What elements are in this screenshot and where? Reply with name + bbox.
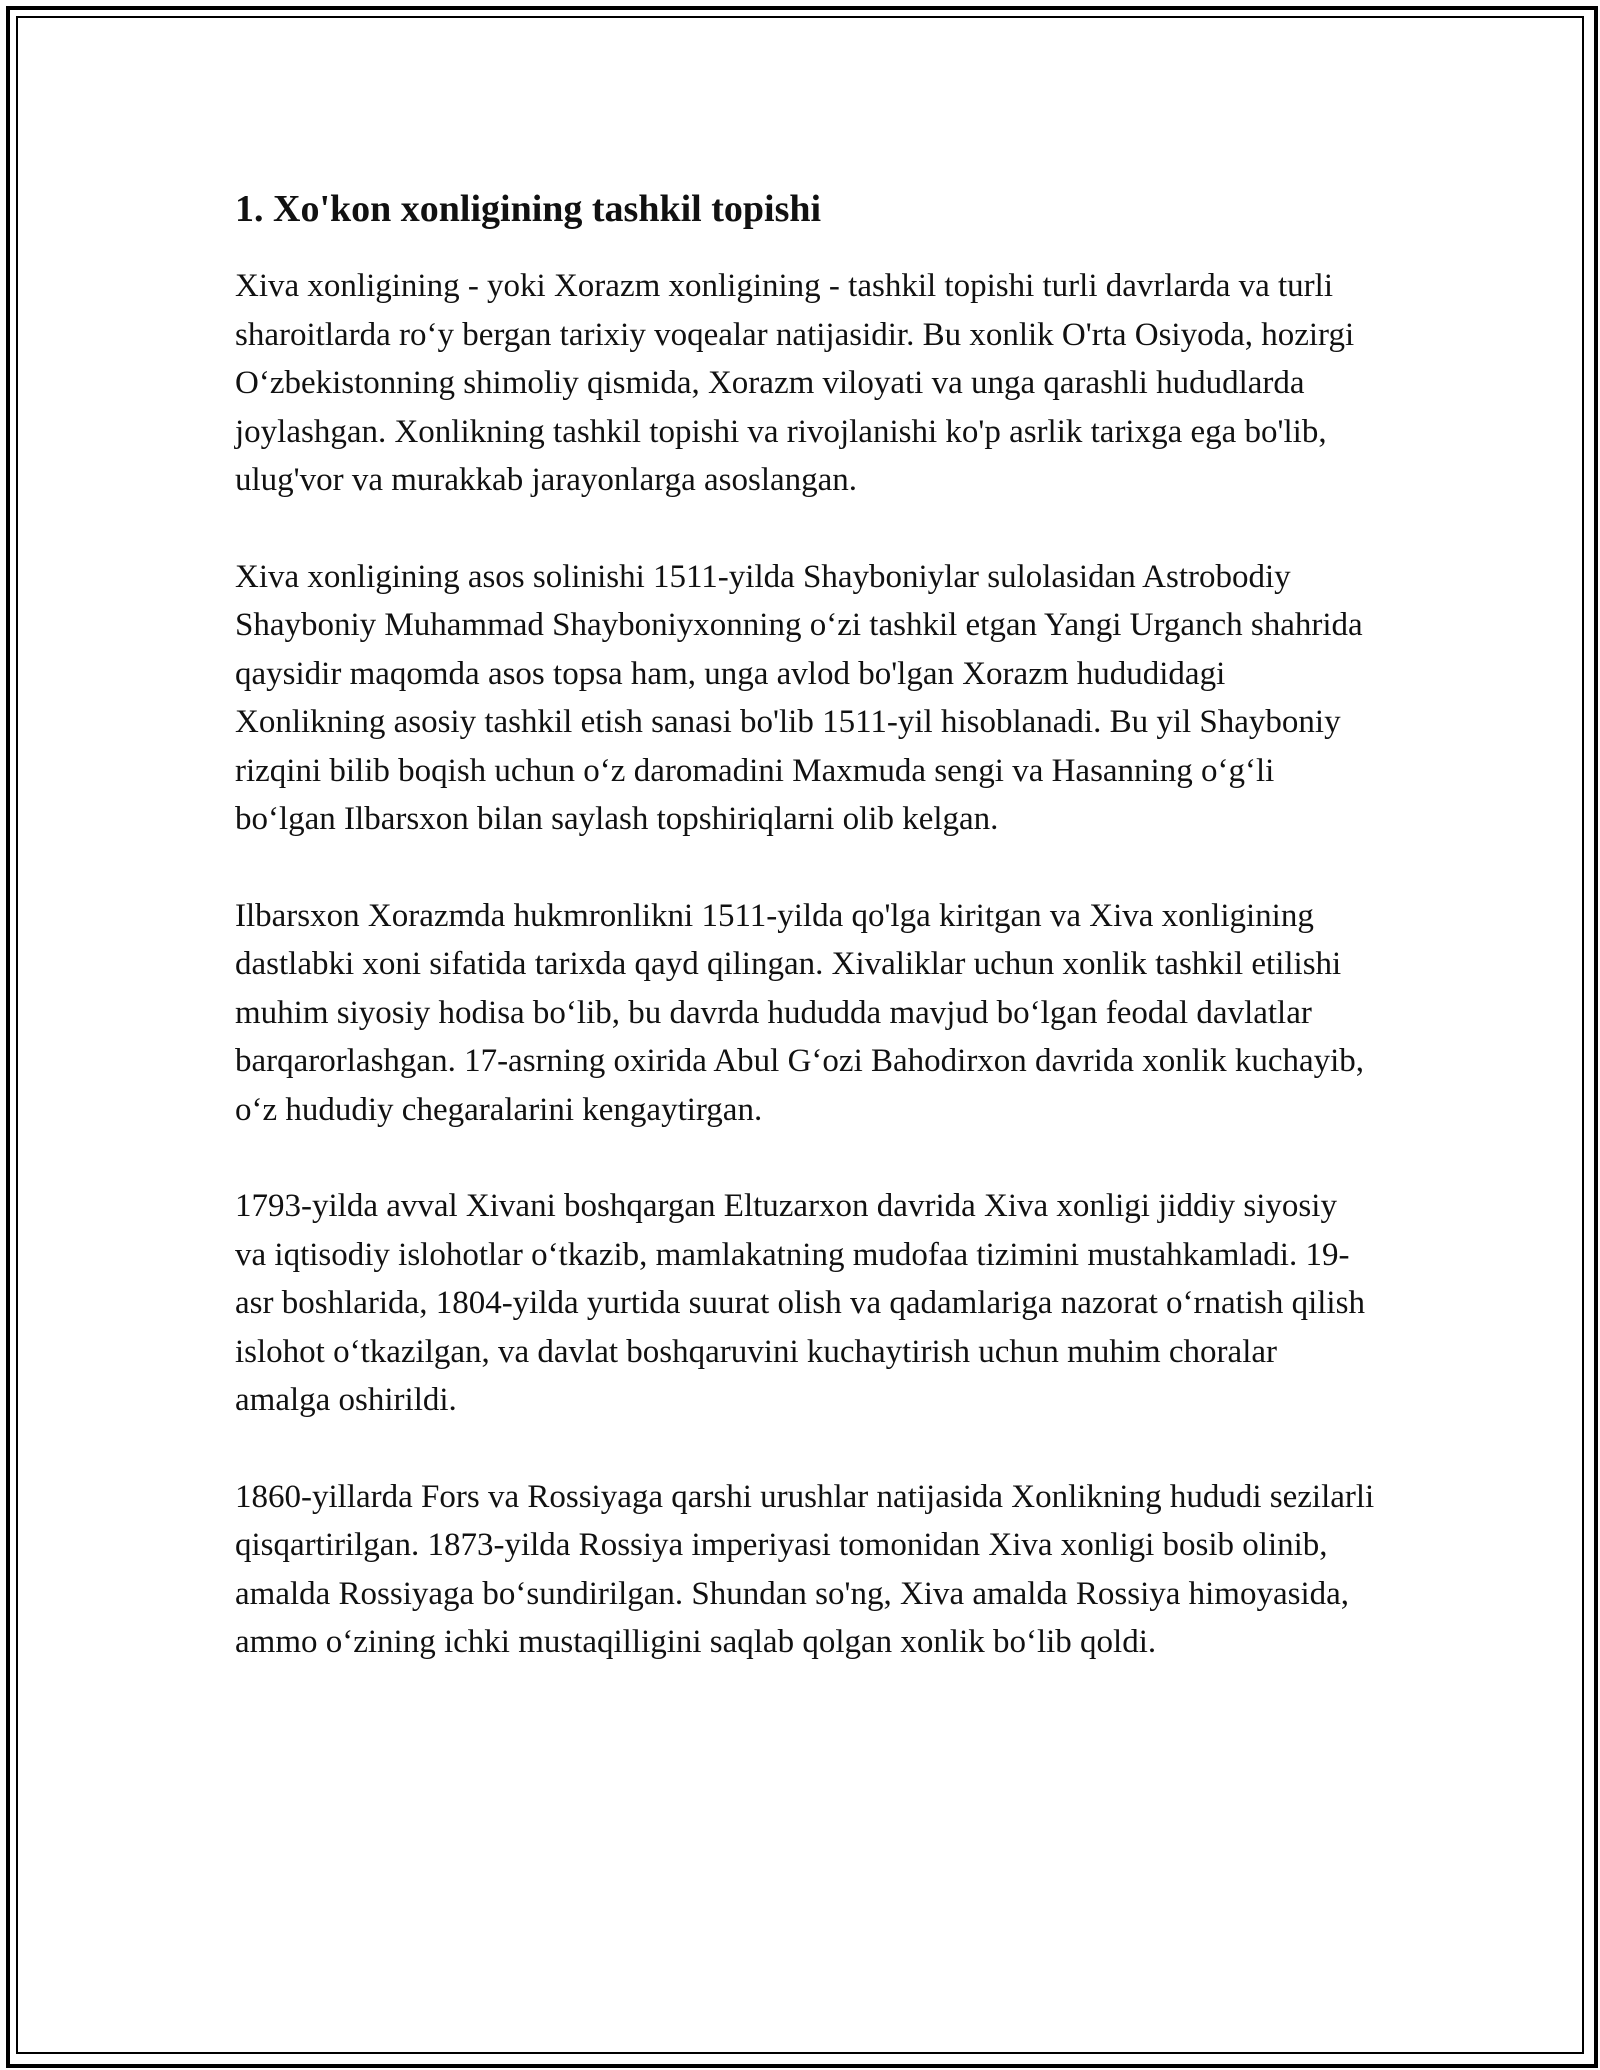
paragraph-1: Xiva xonligining - yoki Xorazm xonligining - tashkil topishi turli davrlarda va turli sharoitlarda ro‘y bergan tarixiy voqealar natijasidir. Bu xonlik O'rta Osiyoda, hozirgi O‘zbekistonning shimoliy qismida, Xorazm viloyati va unga qarashli hududlarda joylashgan. Xonlikning tashkil topishi va rivojlanishi ko'p asrlik tarixga ega bo'lib, ulug'vor va murakkab jarayonlarga asoslangan. bbox=[235, 268, 1355, 499]
paragraph-4: 1793-yilda avval Xivani boshqargan Eltuzarxon davrida Xiva xonligi jiddiy siyosiy va iqtisodiy islohotlar o‘tkazib, mamlakatning mudofaa tizimini mustahkamladi. 19-asr boshlarida, 1804-yilda yurtida suurat olish va qadamlariga nazorat o‘rnatish qilish islohot o‘tkazilgan, va davlat boshqaruvini kuchaytirish uchun muhim choralar amalga oshirildi. bbox=[235, 1188, 1365, 1419]
paragraph-5: 1860-yillarda Fors va Rossiyaga qarshi urushlar natijasida Xonlikning hududi sezilarli qisqartirilgan. 1873-yilda Rossiya imperiyasi tomonidan Xiva xonligi bosib olinib, amalda Rossiyaga bo‘sundirilgan. Shundan so'ng, Xiva amalda Rossiya himoyasida, ammo o‘zining ichki mustaqilligini saqlab qolgan xonlik bo‘lib qoldi. bbox=[235, 1478, 1375, 1661]
section-heading: 1. Xo'kon xonligining tashkil topishi bbox=[235, 188, 822, 230]
paragraph-2: Xiva xonligining asos solinishi 1511-yilda Shayboniylar sulolasidan Astrobodiy Shayboniy Muhammad Shayboniyxonning o‘zi tashkil etgan Yangi Urganch shahrida qaysidir maqomda asos topsa ham, unga avlod bo'lgan Xorazm hududidagi Xonlikning asosiy tashkil etish sanasi bo'lib 1511-yil hisoblanadi. Bu yil Shayboniy rizqini bilib boqish uchun o‘z daromadini Maxmuda sengi va Hasanning o‘g‘li bo‘lgan Ilbarsxon bilan saylash topshiriqlarni olib kelgan. bbox=[235, 558, 1363, 838]
document-body bbox=[235, 185, 1375, 1715]
paragraph-3: Ilbarsxon Xorazmda hukmronlikni 1511-yilda qo'lga kiritgan va Xiva xonligining dastlabki xoni sifatida tarixda qayd qilingan. Xivaliklar uchun xonlik tashkil etilishi muhim siyosiy hodisa bo‘lib, bu davrda hududda mavjud bo‘lgan feodal davlatlar barqarorlashgan. 17-asrning oxirida Abul G‘ozi Bahodirxon davrida xonlik kuchayib, o‘z hududiy chegaralarini kengaytirgan. bbox=[235, 897, 1365, 1128]
